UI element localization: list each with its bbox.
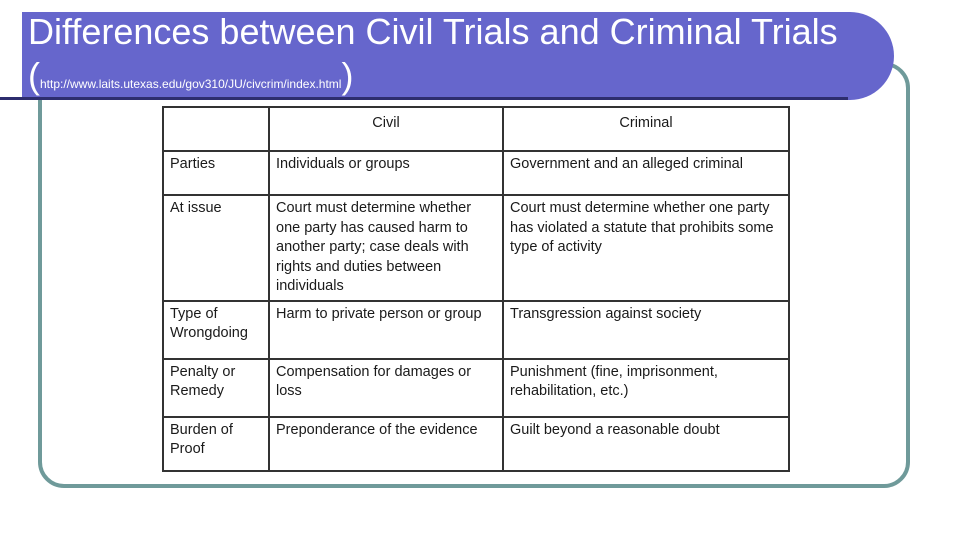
table-row — [163, 151, 789, 195]
row-label: Burden of Proof — [163, 417, 269, 471]
slide-title — [28, 10, 848, 106]
header-row — [163, 107, 789, 151]
criminal-cell: Government and an alleged criminal — [503, 151, 789, 195]
criminal-cell: Transgression against society — [503, 301, 789, 359]
row-label: At issue — [163, 195, 269, 301]
header-civil: Civil — [269, 107, 503, 151]
table-row — [163, 195, 789, 301]
criminal-cell: Guilt beyond a reasonable doubt — [503, 417, 789, 471]
title-paren: ) — [341, 55, 354, 96]
civil-cell: Preponderance of the evidence — [269, 417, 503, 471]
criminal-cell: Punishment (fine, imprisonment, rehabilitation, etc.) — [503, 359, 789, 417]
civil-cell: Harm to private person or group — [269, 301, 503, 359]
comparison-table — [162, 106, 790, 472]
table-row — [163, 301, 789, 359]
title-url: http://www.laits.utexas.edu/gov310/JU/civcrim/index.html — [40, 77, 342, 91]
row-label: Parties — [163, 151, 269, 195]
criminal-cell: Court must determine whether one party has violated a statute that prohibits some type of activity — [503, 195, 789, 301]
table-row — [163, 417, 789, 471]
civil-cell: Court must determine whether one party has caused harm to another party; case deals with rights and duties between individuals — [269, 195, 503, 301]
header-blank — [163, 107, 269, 151]
title-text: Differences between Civil Trials and Criminal Trials ( — [28, 11, 838, 96]
row-label: Type of Wrongdoing — [163, 301, 269, 359]
header-criminal: Criminal — [503, 107, 789, 151]
row-label: Penalty or Remedy — [163, 359, 269, 417]
civil-cell: Individuals or groups — [269, 151, 503, 195]
table-row — [163, 359, 789, 417]
civil-cell: Compensation for damages or loss — [269, 359, 503, 417]
